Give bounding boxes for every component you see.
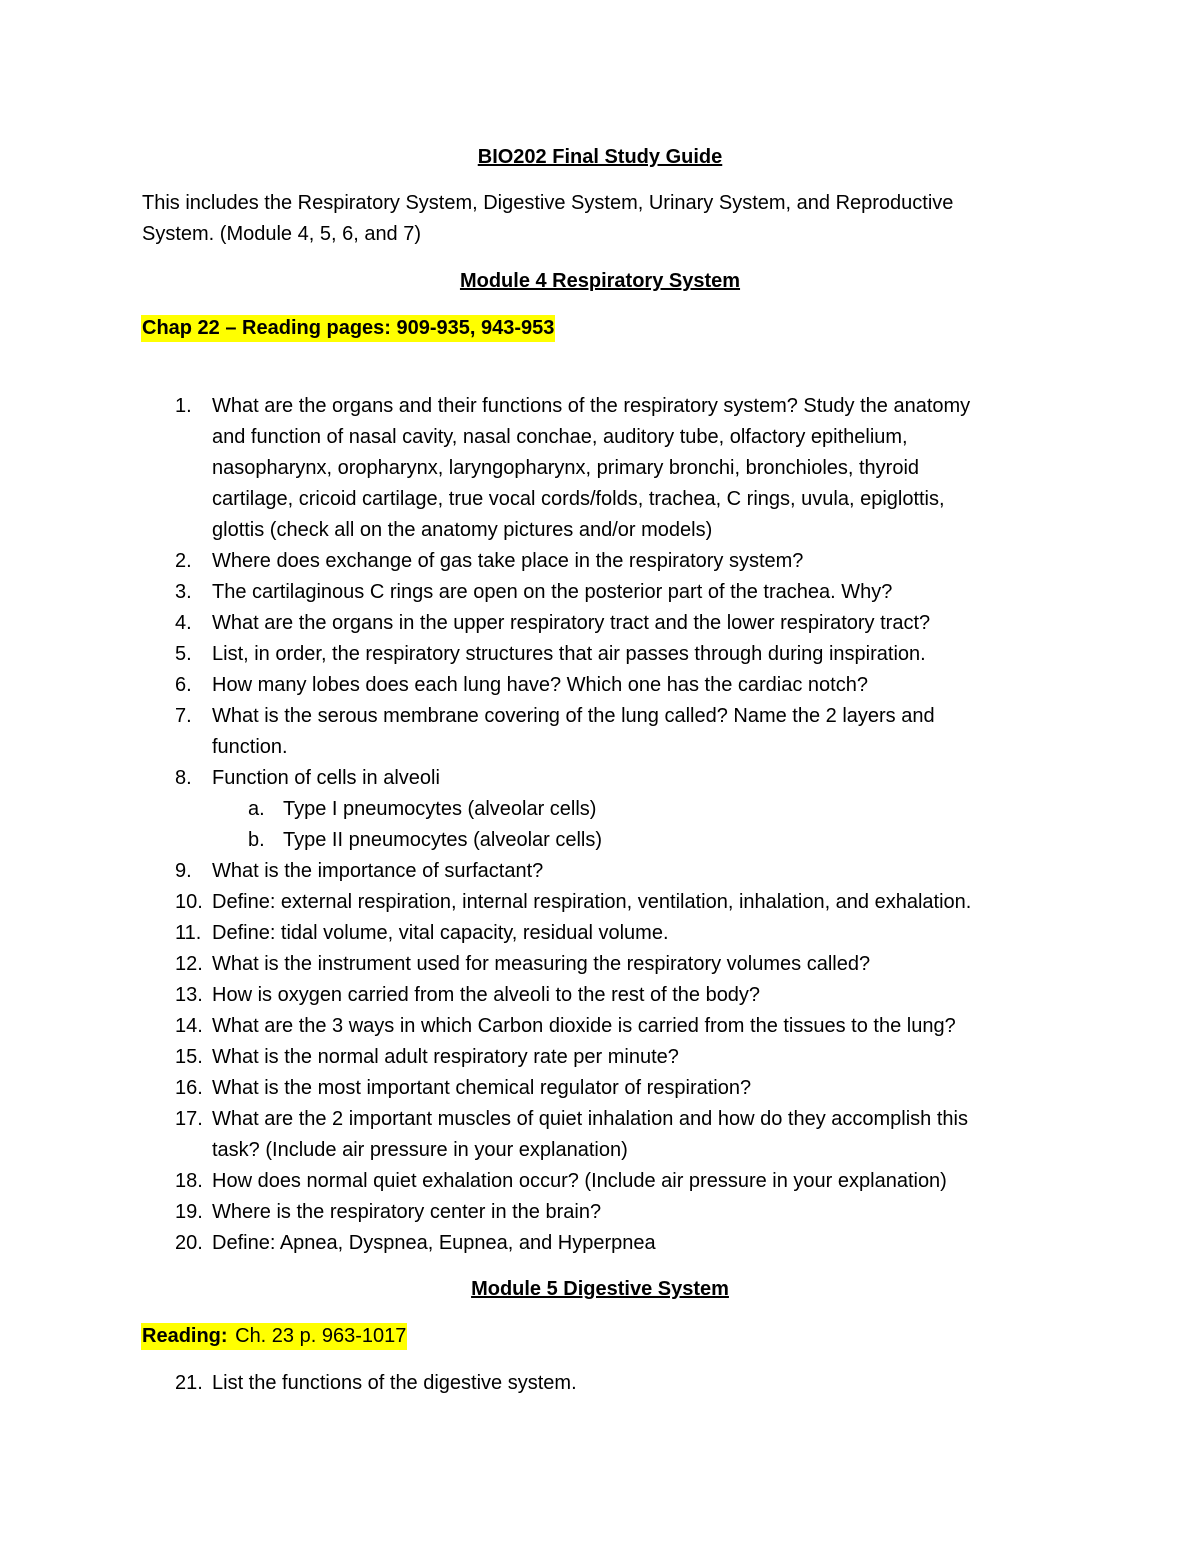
question-11: Define: tidal volume, vital capacity, residual volume. [212, 922, 669, 944]
sub-item-letter: b. [248, 829, 265, 851]
question-number: 2. [175, 550, 192, 572]
question-17-line-1: What are the 2 important muscles of quiet inhalation and how do they accomplish this [212, 1108, 968, 1130]
question-1-line-4: cartilage, cricoid cartilage, true vocal cords/folds, trachea, C rings, uvula, epiglottis, [212, 488, 945, 510]
question-number: 17. [175, 1108, 203, 1130]
module-5-reading-text: Ch. 23 p. 963-1017 [229, 1323, 408, 1350]
question-number: 18. [175, 1170, 203, 1192]
module-5-heading: Module 5 Digestive System [471, 1278, 729, 1300]
question-21: List the functions of the digestive system. [212, 1372, 577, 1394]
intro-text-line-2: System. (Module 4, 5, 6, and 7) [142, 223, 422, 245]
question-number: 6. [175, 674, 192, 696]
module-4-reading-assignment [141, 315, 555, 341]
question-number: 20. [175, 1232, 203, 1254]
question-number: 21. [175, 1372, 203, 1394]
page-title: BIO202 Final Study Guide [477, 146, 723, 168]
question-10: Define: external respiration, internal respiration, ventilation, inhalation, and exhalation. [212, 891, 972, 913]
question-6: How many lobes does each lung have? Which one has the cardiac notch? [212, 674, 868, 696]
question-number: 8. [175, 767, 192, 789]
module-4-heading: Module 4 Respiratory System [459, 270, 741, 292]
question-13: How is oxygen carried from the alveoli to the rest of the body? [212, 984, 761, 1006]
question-8-sub-a: Type I pneumocytes (alveolar cells) [283, 798, 597, 820]
question-7-line-1: What is the serous membrane covering of the lung called? Name the 2 layers and [212, 705, 935, 727]
question-12: What is the instrument used for measuring the respiratory volumes called? [212, 953, 871, 975]
question-1-line-2: and function of nasal cavity, nasal conchae, auditory tube, olfactory epithelium, [212, 426, 908, 448]
question-number: 19. [175, 1201, 203, 1223]
sub-item-letter: a. [248, 798, 265, 820]
question-14: What are the 3 ways in which Carbon dioxide is carried from the tissues to the lung? [212, 1015, 956, 1037]
question-number: 10. [175, 891, 203, 913]
question-5: List, in order, the respiratory structures that air passes through during inspiration. [212, 643, 926, 665]
question-number: 13. [175, 984, 203, 1006]
question-number: 14. [175, 1015, 203, 1037]
question-1-line-5: glottis (check all on the anatomy pictures and/or models) [212, 519, 713, 541]
question-number: 12. [175, 953, 203, 975]
question-8: Function of cells in alveoli [212, 767, 440, 789]
module-5-reading-assignment [141, 1323, 407, 1349]
question-18: How does normal quiet exhalation occur? (Include air pressure in your explanation) [212, 1170, 947, 1192]
question-1-line-3: nasopharynx, oropharynx, laryngopharynx, primary bronchi, bronchioles, thyroid [212, 457, 920, 479]
question-number: 11. [175, 922, 202, 944]
question-3: The cartilaginous C rings are open on the posterior part of the trachea. Why? [212, 581, 893, 603]
question-1-line-1: What are the organs and their functions of the respiratory system? Study the anatomy [212, 395, 971, 417]
question-16: What is the most important chemical regulator of respiration? [212, 1077, 752, 1099]
question-number: 4. [175, 612, 192, 634]
module-4-reading-text: Chap 22 – Reading pages: 909-935, 943-953 [141, 315, 555, 342]
question-number: 1. [175, 395, 192, 417]
question-20: Define: Apnea, Dyspnea, Eupnea, and Hyperpnea [212, 1232, 656, 1254]
module-5-reading-label: Reading: [141, 1323, 229, 1350]
question-15: What is the normal adult respiratory rate per minute? [212, 1046, 679, 1068]
question-number: 15. [175, 1046, 203, 1068]
question-8-sub-b: Type II pneumocytes (alveolar cells) [283, 829, 603, 851]
question-2: Where does exchange of gas take place in the respiratory system? [212, 550, 804, 572]
question-number: 16. [175, 1077, 203, 1099]
question-17-line-2: task? (Include air pressure in your explanation) [212, 1139, 628, 1161]
question-4: What are the organs in the upper respiratory tract and the lower respiratory tract? [212, 612, 931, 634]
question-7-line-2: function. [212, 736, 288, 758]
question-number: 7. [175, 705, 192, 727]
question-number: 3. [175, 581, 192, 603]
question-number: 9. [175, 860, 192, 882]
question-number: 5. [175, 643, 192, 665]
intro-text-line-1: This includes the Respiratory System, Digestive System, Urinary System, and Reproductive [142, 192, 954, 214]
question-19: Where is the respiratory center in the brain? [212, 1201, 602, 1223]
question-9: What is the importance of surfactant? [212, 860, 544, 882]
